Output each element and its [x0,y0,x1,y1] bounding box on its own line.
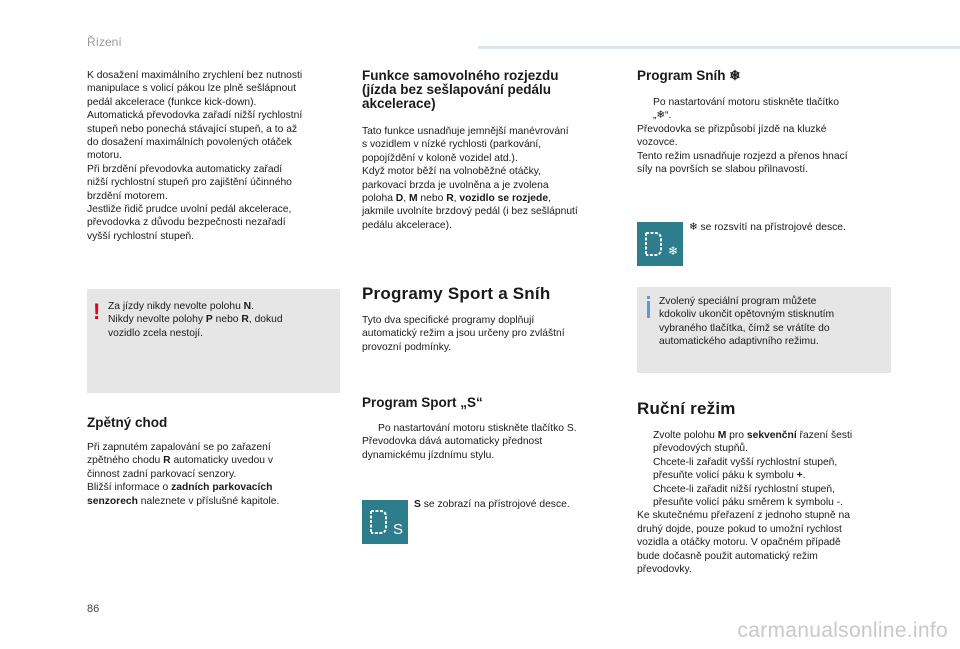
reverse-line: činnost zadní parkovací senzory. [87,468,237,480]
manual-line: bude dočasně použit automatický režim [637,550,818,562]
snow-text [637,96,897,176]
sport-letter: S [393,521,404,538]
warning-text-bold: R [241,314,249,326]
creep-title [362,69,617,111]
creep-line: Tato funkce usnadňuje jemnější manévrování [362,126,569,137]
reverse-bold: R [163,455,171,467]
intro-text [87,69,342,243]
info-line: Zvolený speciální program můžete [659,296,817,307]
manual-line: pro [726,430,747,441]
snow-line: síly na površích se slabou přilnavostí. [637,164,809,176]
snow-display-icon [637,222,683,266]
watermark: carmanualsonline.info [737,619,948,642]
programs-line: automatický režim a jsou určeny pro zvláštní [362,328,565,340]
sport-line: dynamickému jízdnímu stylu. [362,449,495,461]
manual-bold: + [796,470,803,482]
warning-text-bold: N [243,301,252,312]
creep-bold: D [395,193,404,205]
sport-display-icon [362,500,408,544]
sport-text [362,422,624,462]
manual-text [637,429,901,576]
intro-line: manipulace s volicí pákou lze plně sešlápnout [87,83,296,95]
programs-text [362,314,622,354]
snow-line: Převodovka se přizpůsobí jízdě na kluzké [637,123,827,135]
info-box [637,287,891,373]
manual-bold: sekvenční [746,430,797,441]
manual-bold: M [717,430,727,441]
creep-line: popojíždění v koloně vozidel atd.). [362,152,518,164]
page-number: 86 [87,603,100,615]
intro-line: do dosažení maximálních povolených otáček [87,137,292,149]
snow-line: Tento režim usnadňuje rozjezd a přenos hnací [637,150,848,162]
reverse-line: Bližší informace o [87,482,172,494]
programs-line: Tyto dva specifické programy doplňují [362,315,535,326]
info-line: automatického adaptivního režimu. [659,336,819,348]
manual-line: . [802,470,806,482]
sport-display-bold: S [414,499,421,510]
creep-title-line: (jízda bez sešlapování pedálu [362,82,552,97]
warning-text: Nikdy nevolte polohy [108,314,206,326]
warning-text: vozidlo zcela nestojí. [108,327,204,339]
intro-line: Při brzdění převodovka automaticky zařadí [87,163,283,175]
intro-line: brzdění motorem. [87,190,168,202]
reverse-line: automaticky uvedou v [170,455,274,467]
snowflake-icon: ❄ [668,244,679,258]
sport-line: Po nastartování motoru stiskněte tlačítko S. [378,423,577,434]
creep-line: parkovací brzda je uvolněna a je zvolena [362,179,549,191]
sport-display-text: se zobrazí na přístrojové desce. [420,499,570,510]
intro-line: nižší rychlostní stupeň pro zajištění účinného [87,177,292,189]
reverse-line: Při zapnutém zapalování se po zařazení [87,442,271,453]
manual-line: přesuňte volicí páku k symbolu [653,470,797,482]
intro-line: Jestliže řidič prudce uvolní pedál akcelerace, [87,204,292,216]
manual-line: přesuňte volicí páku směrem k symbolu -. [653,497,843,509]
creep-title-line: akcelerace) [362,96,436,111]
manual-line: Chcete-li zařadit nižší rychlostní stupeň, [653,483,835,495]
snow-title: Program Sníh ❄ [637,68,741,83]
snow-line: Po nastartování motoru stiskněte tlačítko [653,97,840,108]
creep-line: nebo [417,193,447,205]
info-line: kdokoliv ukončit opětovným stisknutím [659,309,835,321]
reverse-bold: senzorech [87,495,138,507]
intro-line: pedál akcelerace (funkce kick-down). [87,96,257,108]
manual-line: řazení šesti [796,430,853,441]
info-line: vybraného tlačítka, čímž se vrátíte do [659,322,830,334]
warning-icon: ! [93,299,101,324]
reverse-title: Zpětný chod [87,415,168,430]
manual-line: vozidla a otáčky motoru. V opačném případě [637,537,841,549]
warning-text: nebo [212,314,242,326]
programs-line: provozní podmínky. [362,341,452,353]
intro-line: stupeň nebo ponechá stávající stupeň, a to až [87,123,298,135]
creep-line: , [403,193,409,205]
info-icon [647,301,650,318]
programs-title: Programy Sport a Sníh [362,284,551,303]
creep-bold: vozidlo se rozjede [459,193,549,205]
warning-text-bold: P [205,314,213,326]
sport-title: Program Sport „S“ [362,395,483,410]
intro-line: převodovka z důvodu bezpečnosti nezařadí [87,217,286,229]
sport-line: Převodovka dává automaticky přednost [362,436,543,448]
creep-title-line: Funkce samovolného rozjezdu [362,68,559,83]
intro-line: Automatická převodovka zařadí nižší rychlostní [87,110,303,122]
creep-line: Když motor běží na volnoběžné otáčky, [362,166,541,178]
intro-line: vyšší rychlostní stupeň. [87,230,195,242]
snow-line: vozovce. [637,137,678,149]
warning-text: Za jízdy nikdy nevolte polohu [108,301,244,312]
reverse-bold: zadních parkovacích [171,482,273,494]
manual-line: převodovky. [637,564,692,576]
reverse-line: naleznete v příslušné kapitole. [137,495,280,507]
creep-line: , [548,193,551,205]
reverse-line: zpětného chodu [87,455,164,467]
creep-line: poloha [362,193,396,205]
snow-display-text: ❄ se rozsvítí na přístrojové desce. [689,222,846,233]
creep-line: s vozidlem v nízké rychlosti (parkování, [362,139,542,151]
creep-line: , [453,193,460,205]
header-bar [478,46,960,49]
manual-line: Zvolte polohu [653,430,718,441]
creep-text [362,125,622,232]
section-title: Řízení [87,35,122,49]
creep-bold: R [446,193,454,205]
reverse-text [87,441,342,508]
snow-line: „❄“. [653,110,672,122]
creep-line: pedálu akcelerace). [362,219,452,231]
manual-line: Chcete-li zařadit vyšší rychlostní stupeň, [653,456,838,468]
warning-text: , dokud [248,314,283,326]
manual-line: druhý dojde, pouze pokud to umožní rychlost [637,523,842,535]
warning-box [87,289,340,393]
intro-line: motoru. [87,150,122,162]
manual-line: převodových stupňů. [653,443,749,455]
intro-line: K dosažení maximálního zrychlení bez nutnosti [87,70,303,81]
info-icon-dot [647,296,650,299]
warning-text: . [251,301,254,312]
manual-title: Ruční režim [637,399,736,418]
creep-bold: M [408,193,418,205]
creep-line: jakmile uvolníte brzdový pedál (i bez sešlápnutí [362,206,578,218]
manual-line: Ke skutečnému přeřazení z jednoho stupně na [637,510,850,522]
